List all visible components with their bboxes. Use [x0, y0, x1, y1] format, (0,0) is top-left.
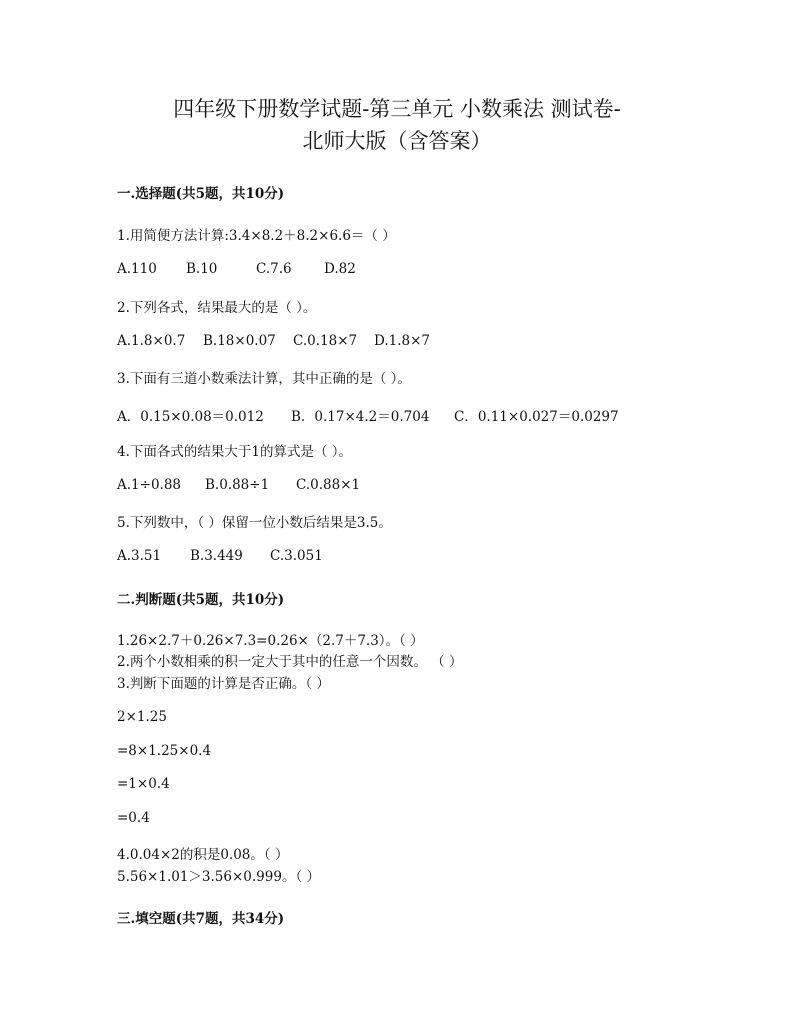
- option-a: A.1.8×0.7: [117, 333, 186, 349]
- option-c: C.3.051: [270, 548, 323, 564]
- judge-question-1: 1.26×2.7＋0.26×7.3=0.26×（2.7＋7.3）。（ ）: [117, 633, 424, 649]
- choice-question-1: 1.用简便方法计算:3.4×8.2＋8.2×6.6＝（ ）: [117, 228, 396, 244]
- option-c: C.0.88×1: [296, 477, 361, 493]
- judge-question-5: 5.56×1.01＞3.56×0.999。（ ）: [117, 869, 320, 885]
- option-a: A.110: [117, 261, 157, 277]
- option-b: B.0.88÷1: [205, 477, 270, 493]
- choice-options-1: [117, 261, 356, 277]
- choice-question-3: 3.下面有三道小数乘法计算，其中正确的是（ ）。: [117, 371, 411, 387]
- choice-options-2: [117, 333, 430, 349]
- calc-step-1: 2×1.25: [117, 709, 167, 725]
- choice-options-4: [117, 477, 360, 493]
- choice-question-2: 2.下列各式，结果最大的是（ ）。: [117, 300, 317, 316]
- calc-step-3: =1×0.4: [117, 776, 170, 792]
- option-d: D.1.8×7: [374, 333, 431, 349]
- option-c: C.7.6: [256, 261, 292, 277]
- page-title-line-2: 北师大版（含答案）: [302, 129, 492, 153]
- option-b: B.18×0.07: [203, 333, 276, 349]
- section-heading-judge: 二.判断题(共5题，共10分): [117, 592, 285, 608]
- choice-question-4: 4.下面各式的结果大于1的算式是（ ）。: [117, 444, 353, 460]
- option-a: A.1÷0.88: [117, 477, 181, 493]
- option-c: C.0.18×7: [293, 333, 358, 349]
- judge-question-3: 3.判断下面题的计算是否正确。（ ）: [117, 676, 330, 692]
- option-b: B．0.17×4.2＝0.704: [291, 409, 430, 425]
- section-heading-fill: 三.填空题(共7题，共34分): [117, 911, 285, 927]
- judge-question-4: 4.0.04×2的积是0.08。（ ）: [117, 847, 289, 863]
- calc-step-4: =0.4: [117, 810, 150, 826]
- option-d: D.82: [324, 261, 356, 277]
- option-b: B.3.449: [190, 548, 243, 564]
- calc-step-2: =8×1.25×0.4: [117, 743, 212, 759]
- choice-question-5: 5.下列数中，（ ）保留一位小数后结果是3.5。: [117, 515, 392, 531]
- page-title-line-1: 四年级下册数学试题-第三单元 小数乘法 测试卷-: [173, 97, 621, 121]
- option-c: C．0.11×0.027＝0.0297: [454, 409, 619, 425]
- option-a: A.3.51: [117, 548, 162, 564]
- option-b: B.10: [186, 261, 218, 277]
- option-a: A．0.15×0.08＝0.012: [117, 409, 264, 425]
- judge-question-2: 2.两个小数相乘的积一定大于其中的任意一个因数。 （ ）: [117, 654, 463, 670]
- section-heading-choice: 一.选择题(共5题，共10分): [117, 186, 285, 202]
- choice-options-3: [117, 405, 619, 425]
- choice-options-5: [117, 548, 323, 564]
